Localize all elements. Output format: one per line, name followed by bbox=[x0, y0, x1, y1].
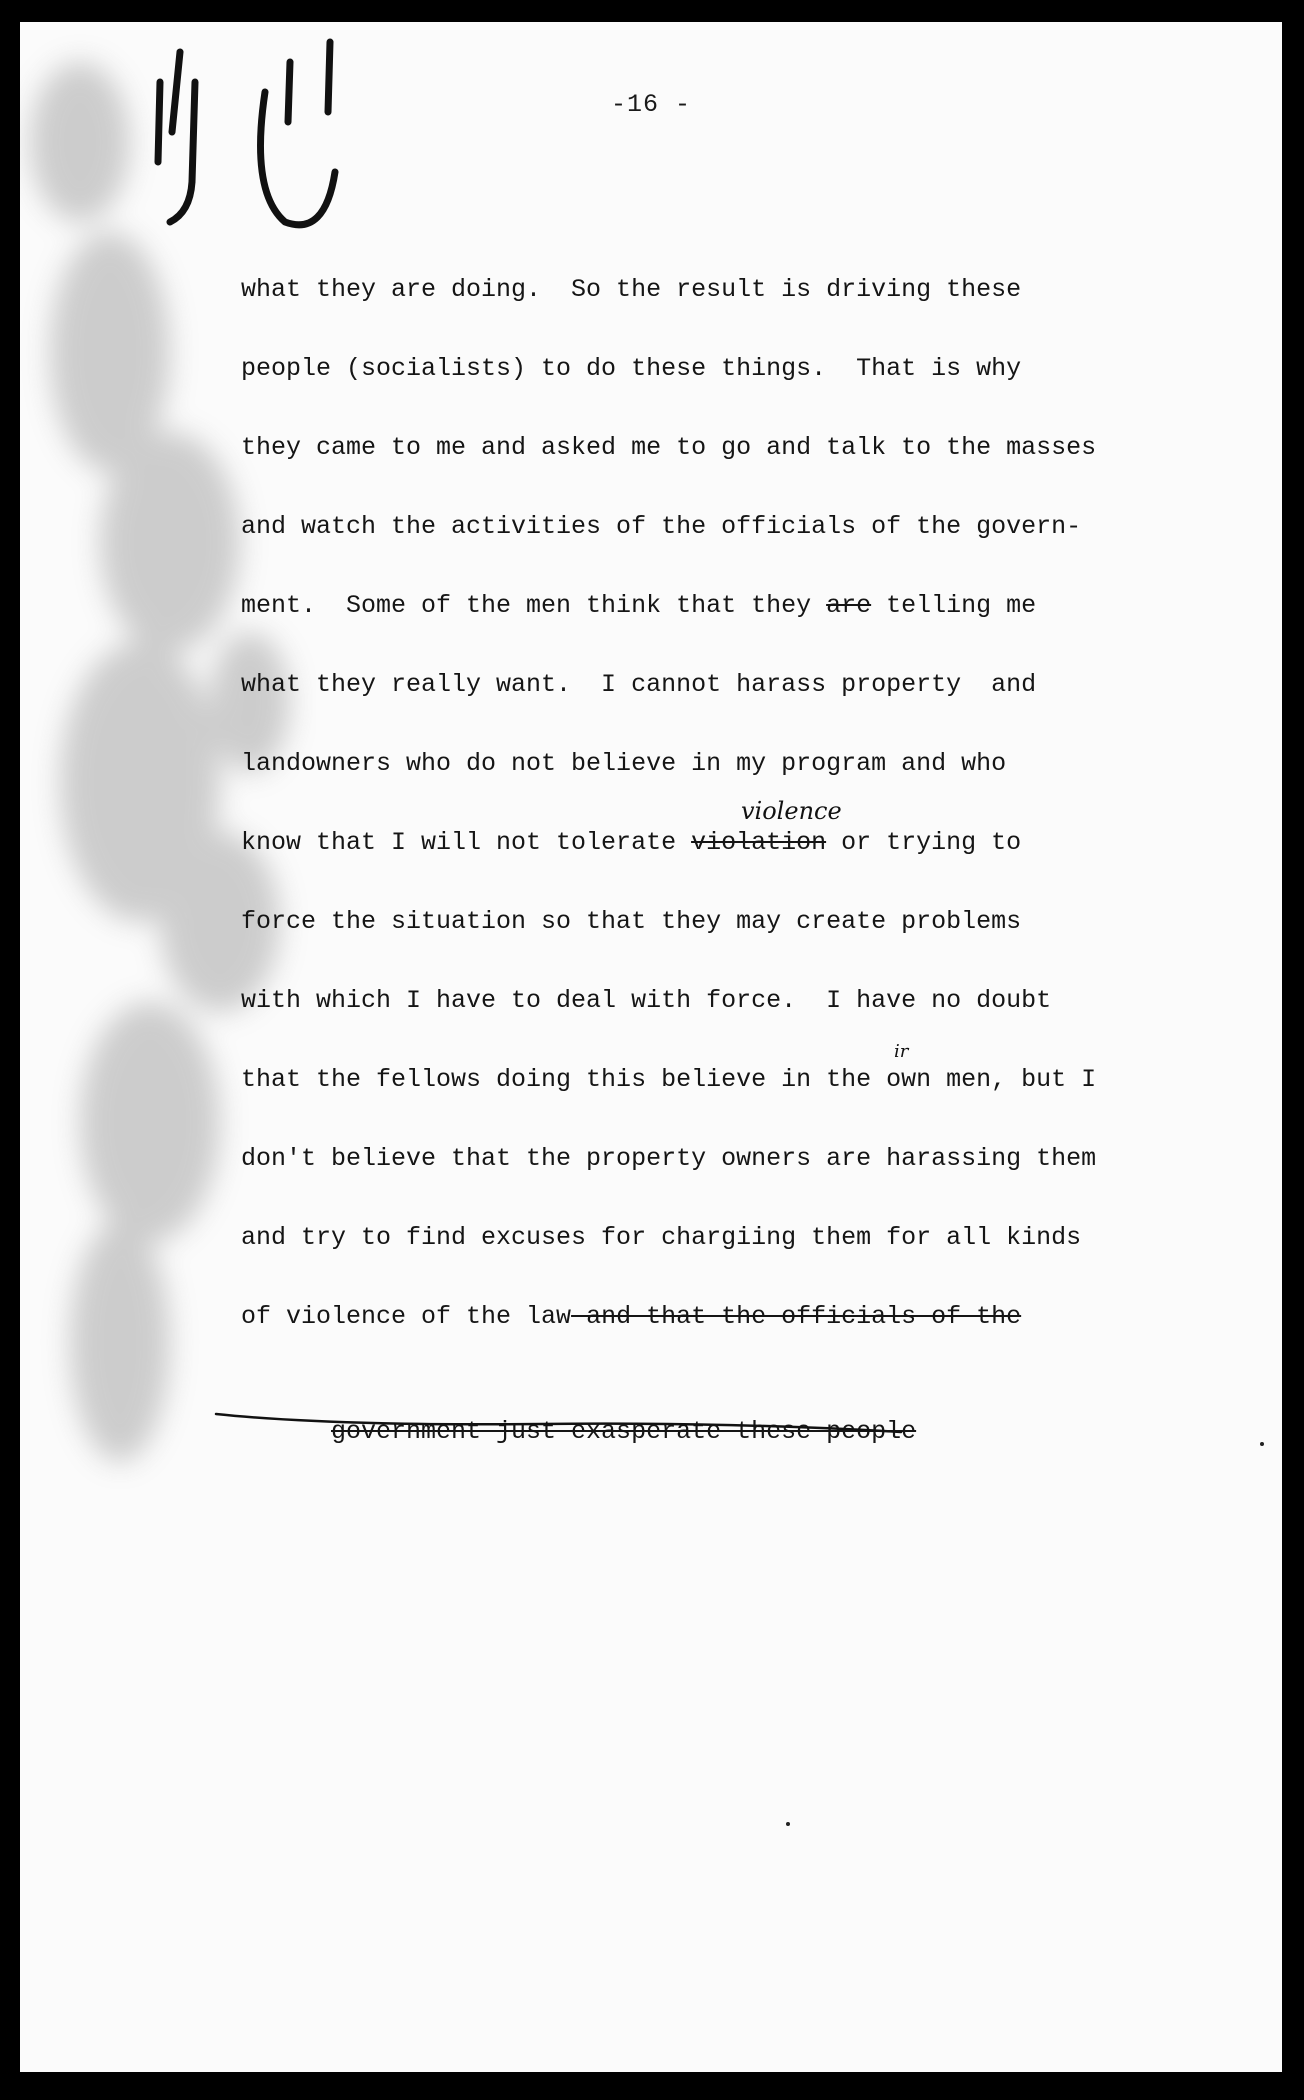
line-text: landowners who do not believe in my program and who bbox=[241, 749, 1007, 778]
page-number: -16 - bbox=[610, 90, 691, 119]
struck-text: government just exasperate these people bbox=[331, 1417, 917, 1446]
line-text: force the situation so that they may create problems bbox=[241, 907, 1022, 936]
text-line bbox=[241, 351, 1221, 430]
text-line bbox=[241, 1378, 1221, 1457]
line-text: ment. Some of the men think that they bbox=[241, 591, 827, 620]
line-text: of violence of the law bbox=[241, 1302, 572, 1331]
handwritten-insertion: ir bbox=[894, 1041, 909, 1062]
struck-text: violation bbox=[691, 828, 827, 857]
line-text: telling me bbox=[871, 591, 1037, 620]
line-text: what they really want. I cannot harass property and bbox=[241, 670, 1037, 699]
line-text: don't believe that the property owners are harassing them bbox=[241, 1144, 1097, 1173]
handwritten-insertion: violence bbox=[741, 797, 842, 825]
text-line bbox=[241, 667, 1221, 746]
text-line bbox=[241, 588, 1221, 667]
text-line bbox=[241, 746, 1221, 825]
text-line bbox=[241, 797, 1221, 904]
line-text: own men, but I bbox=[871, 1065, 1097, 1094]
line-text: what they are doing. So the result is driving these bbox=[241, 275, 1022, 304]
ink-speck bbox=[786, 1822, 790, 1826]
text-line bbox=[241, 509, 1221, 588]
handwritten-strike-underline bbox=[211, 1408, 911, 1438]
line-text: know that I will not tolerate bbox=[241, 828, 692, 857]
line-text: with which I have to deal with force. I have no doubt bbox=[241, 986, 1052, 1015]
ink-speck bbox=[1260, 1442, 1264, 1446]
line-text: or trying to bbox=[826, 828, 1022, 857]
text-line bbox=[241, 1041, 1221, 1141]
line-text: people (socialists) to do these things. That is why bbox=[241, 354, 1022, 383]
struck-text: are bbox=[826, 591, 872, 620]
text-line bbox=[241, 430, 1221, 509]
ink-blot-marks bbox=[140, 22, 380, 282]
document-body bbox=[241, 272, 1221, 1457]
text-line bbox=[241, 904, 1221, 983]
text-line bbox=[241, 1141, 1221, 1220]
text-line bbox=[241, 983, 1221, 1062]
text-line bbox=[241, 272, 1221, 351]
text-line bbox=[241, 1299, 1221, 1378]
line-text: and watch the activities of the officials of the govern- bbox=[241, 512, 1082, 541]
line-text: and try to find excuses for chargiing them for all kinds bbox=[241, 1223, 1082, 1252]
line-text: that the fellows doing this believe in the bbox=[241, 1065, 872, 1094]
document-page bbox=[20, 22, 1282, 2072]
text-line bbox=[241, 1220, 1221, 1299]
line-text: they came to me and asked me to go and talk to the masses bbox=[241, 433, 1097, 462]
struck-text: and that the officials of the bbox=[571, 1302, 1022, 1331]
